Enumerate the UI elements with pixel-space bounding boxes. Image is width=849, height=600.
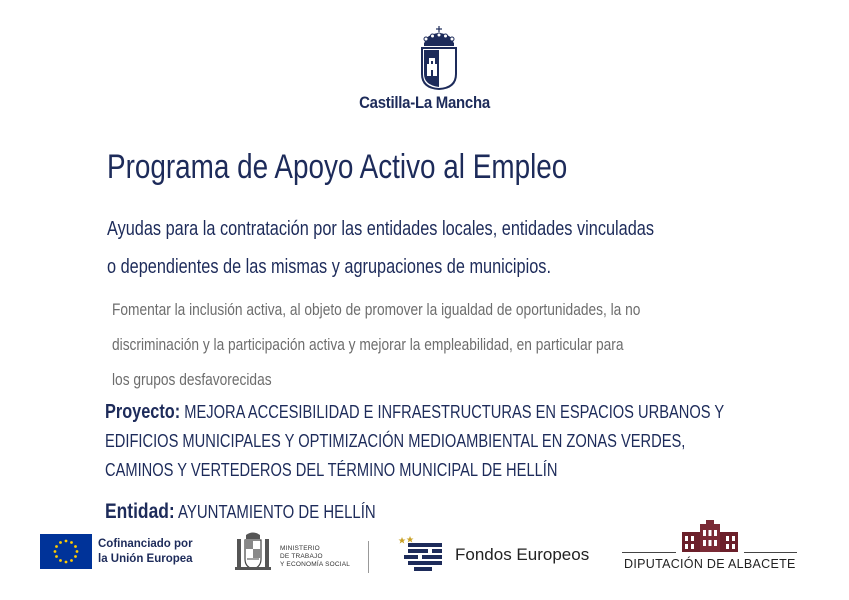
fondos-europeos-logo-icon xyxy=(398,534,446,572)
ministry-line-2: DE TRABAJO xyxy=(280,553,323,560)
diputacion-line-right xyxy=(744,552,797,553)
project-line-1 xyxy=(105,398,741,427)
subtitle-line-2: o dependientes de las mismas y agrupaciones de municipios. xyxy=(107,256,551,278)
castilla-la-mancha-logo-text: Castilla-La Mancha xyxy=(359,93,490,112)
diputacion-building-icon xyxy=(682,520,738,552)
project-line-3: CAMINOS Y VERTEDEROS DEL TÉRMINO MUNICIPAL DE HELLÍN xyxy=(105,460,558,480)
footer-divider xyxy=(368,541,369,573)
diputacion-line-left xyxy=(622,552,676,553)
entity-label: Entidad: xyxy=(105,500,175,523)
description-line-2: discriminación y la participación activa y mejorar la empleabilidad, en particular para xyxy=(112,335,624,354)
fondos-europeos-label: Fondos Europeos xyxy=(455,545,590,564)
project-label: Proyecto: xyxy=(105,401,181,423)
description-line-3: los grupos desfavorecidas xyxy=(112,370,272,389)
description xyxy=(112,292,742,397)
entity-value: AYUNTAMIENTO DE HELLÍN xyxy=(178,502,376,522)
eu-cofinanced-text xyxy=(98,537,193,567)
subtitle xyxy=(107,210,743,286)
diputacion-label: DIPUTACIÓN DE ALBACETE xyxy=(624,557,796,571)
description-line-1: Fomentar la inclusión activa, al objeto de promover la igualdad de oportunidades, la no xyxy=(112,300,641,319)
subtitle-line-1: Ayudas para la contratación por las entidades locales, entidades vinculadas xyxy=(107,218,655,240)
ministry-text xyxy=(280,545,350,569)
spain-coat-of-arms-icon xyxy=(233,531,273,573)
castilla-la-mancha-crest-icon xyxy=(414,26,464,90)
ministry-line-1: MINISTERIO xyxy=(280,545,320,552)
project-block xyxy=(105,398,741,485)
ministry-line-3: Y ECONOMÍA SOCIAL xyxy=(280,561,351,568)
page-title: Programa de Apoyo Activo al Empleo xyxy=(107,148,568,186)
eu-flag-icon xyxy=(40,534,92,569)
eu-text-line-1: Cofinanciado por xyxy=(98,538,193,550)
entity-block xyxy=(105,500,376,524)
project-line-2: EDIFICIOS MUNICIPALES Y OPTIMIZACIÓN MEDIOAMBIENTAL EN ZONAS VERDES, xyxy=(105,431,686,451)
project-text-1: MEJORA ACCESIBILIDAD E INFRAESTRUCTURAS EN ESPACIOS URBANOS Y xyxy=(184,402,725,422)
eu-text-line-2: la Unión Europea xyxy=(98,553,193,565)
